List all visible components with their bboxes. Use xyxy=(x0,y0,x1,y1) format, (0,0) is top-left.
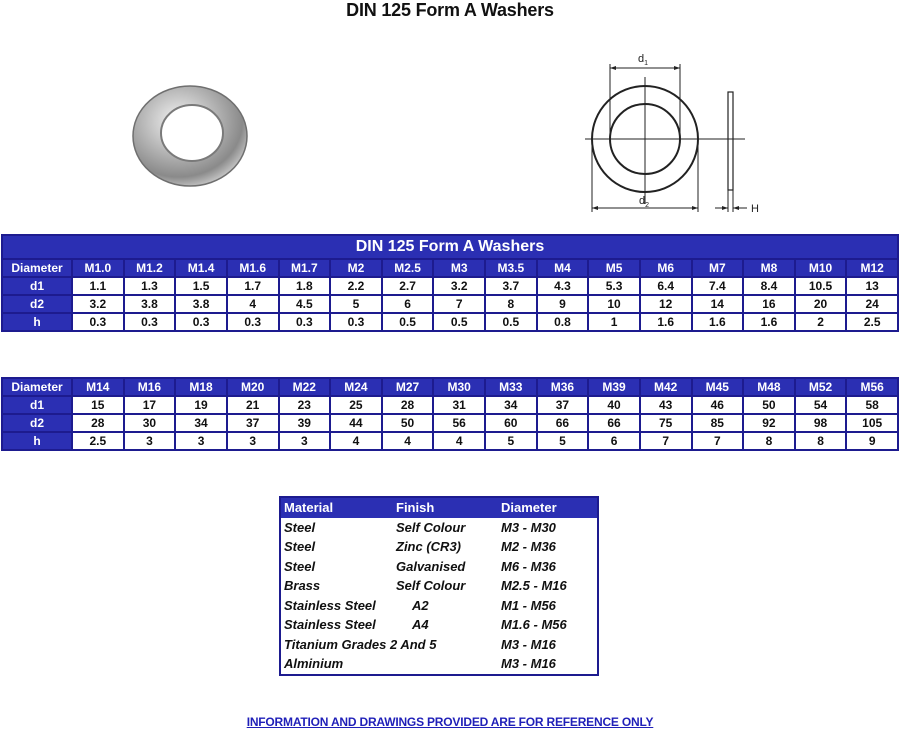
column-header: M27 xyxy=(382,378,434,396)
table-banner: DIN 125 Form A Washers xyxy=(2,235,898,259)
table-cell: 20 xyxy=(795,295,847,313)
table-cell: 0.3 xyxy=(330,313,382,331)
column-header: Diameter xyxy=(2,259,72,277)
finish-cell: A4 xyxy=(412,617,429,633)
material-header: Material xyxy=(284,500,334,516)
table-cell: 0.3 xyxy=(72,313,124,331)
table-header-row xyxy=(2,259,898,277)
column-header: M24 xyxy=(330,378,382,396)
materials-header-row xyxy=(281,498,597,518)
table-cell: 1.6 xyxy=(640,313,692,331)
table-row xyxy=(2,277,898,295)
table-cell: 28 xyxy=(382,396,434,414)
column-header: M8 xyxy=(743,259,795,277)
table-cell: 37 xyxy=(537,396,589,414)
table-cell: 92 xyxy=(743,414,795,432)
diameter-cell: M3 - M30 xyxy=(501,519,556,535)
row-header: d1 xyxy=(2,396,72,414)
table-cell: 44 xyxy=(330,414,382,432)
column-header: M52 xyxy=(795,378,847,396)
column-header: M2.5 xyxy=(382,259,434,277)
column-header: M1.6 xyxy=(227,259,279,277)
table-cell: 1.3 xyxy=(124,277,176,295)
materials-row xyxy=(281,635,597,655)
d1-subscript: 1 xyxy=(644,60,649,67)
row-header: h xyxy=(2,313,72,331)
table-row xyxy=(2,295,898,313)
d2-label: d xyxy=(639,195,646,207)
table-cell: 3 xyxy=(279,432,331,450)
table-cell: 6 xyxy=(588,432,640,450)
table-cell: 12 xyxy=(640,295,692,313)
column-header: M12 xyxy=(846,259,898,277)
table-cell: 8 xyxy=(795,432,847,450)
table-cell: 0.5 xyxy=(433,313,485,331)
table-cell: 1.6 xyxy=(743,313,795,331)
column-header: M20 xyxy=(227,378,279,396)
material-cell: Alminium xyxy=(284,656,344,672)
column-header: M33 xyxy=(485,378,537,396)
table-cell: 1.1 xyxy=(72,277,124,295)
table-cell: 37 xyxy=(227,414,279,432)
column-header: M42 xyxy=(640,378,692,396)
table-cell: 5 xyxy=(330,295,382,313)
table-cell: 30 xyxy=(124,414,176,432)
table-cell: 66 xyxy=(588,414,640,432)
table-cell: 34 xyxy=(485,396,537,414)
finish-cell: Self Colour xyxy=(396,519,466,535)
table-cell: 5 xyxy=(537,432,589,450)
table-cell: 31 xyxy=(433,396,485,414)
table-cell: 3.7 xyxy=(485,277,537,295)
table-cell: 9 xyxy=(846,432,898,450)
diameter-cell: M3 - M16 xyxy=(501,656,556,672)
materials-row xyxy=(281,654,597,674)
table-cell: 3.8 xyxy=(175,295,227,313)
table-row xyxy=(2,396,898,414)
finish-cell: A2 xyxy=(412,597,429,613)
table-cell: 4 xyxy=(433,432,485,450)
column-header: M5 xyxy=(588,259,640,277)
column-header: M16 xyxy=(124,378,176,396)
table-cell: 50 xyxy=(382,414,434,432)
column-header: M6 xyxy=(640,259,692,277)
table-cell: 1.7 xyxy=(227,277,279,295)
column-header: M1.4 xyxy=(175,259,227,277)
page-title: DIN 125 Form A Washers xyxy=(346,0,554,20)
material-cell: Brass xyxy=(284,578,321,594)
row-header: h xyxy=(2,432,72,450)
diameter-cell: M2 - M36 xyxy=(501,539,556,555)
table-cell: 4 xyxy=(227,295,279,313)
table-cell: 3.2 xyxy=(433,277,485,295)
table-row xyxy=(2,432,898,450)
table-cell: 39 xyxy=(279,414,331,432)
diameter-cell: M1 - M56 xyxy=(501,597,556,613)
size-table-large xyxy=(1,377,899,451)
materials-row xyxy=(281,596,597,616)
materials-row xyxy=(281,615,597,635)
materials-table xyxy=(279,496,599,676)
d2-subscript: 2 xyxy=(645,202,650,209)
table-cell: 6.4 xyxy=(640,277,692,295)
diameter-cell: M1.6 - M56 xyxy=(501,617,567,633)
column-header: M7 xyxy=(692,259,744,277)
table-cell: 56 xyxy=(433,414,485,432)
table-cell: 1.5 xyxy=(175,277,227,295)
svg-text:d2 xyxy=(639,195,649,209)
column-header: M56 xyxy=(846,378,898,396)
table-cell: 4 xyxy=(382,432,434,450)
table-cell: 8.4 xyxy=(743,277,795,295)
column-header: M39 xyxy=(588,378,640,396)
column-header: M45 xyxy=(692,378,744,396)
table-cell: 24 xyxy=(846,295,898,313)
table-cell: 3.2 xyxy=(72,295,124,313)
materials-row xyxy=(281,576,597,596)
material-cell: Steel xyxy=(284,519,316,535)
table-cell: 1.6 xyxy=(692,313,744,331)
table-cell: 4.3 xyxy=(537,277,589,295)
diameter-cell: M2.5 - M16 xyxy=(501,578,567,594)
table-cell: 5 xyxy=(485,432,537,450)
column-header: M2 xyxy=(330,259,382,277)
table-cell: 2 xyxy=(795,313,847,331)
table-cell: 3.8 xyxy=(124,295,176,313)
table-row xyxy=(2,313,898,331)
column-header: M14 xyxy=(72,378,124,396)
table-cell: 17 xyxy=(124,396,176,414)
size-table-small xyxy=(1,234,899,332)
table-cell: 2.5 xyxy=(72,432,124,450)
material-cell: Stainless Steel xyxy=(284,617,376,633)
diameter-cell: M3 - M16 xyxy=(501,636,556,652)
table-cell: 0.3 xyxy=(279,313,331,331)
table-cell: 40 xyxy=(588,396,640,414)
column-header: M36 xyxy=(537,378,589,396)
table-cell: 0.5 xyxy=(382,313,434,331)
table-cell: 2.5 xyxy=(846,313,898,331)
table-cell: 98 xyxy=(795,414,847,432)
row-header: d1 xyxy=(2,277,72,295)
table-cell: 58 xyxy=(846,396,898,414)
finish-cell: Self Colour xyxy=(396,578,466,594)
materials-row xyxy=(281,518,597,538)
table-cell: 15 xyxy=(72,396,124,414)
table-cell: 75 xyxy=(640,414,692,432)
table-cell: 3 xyxy=(227,432,279,450)
material-cell: Stainless Steel xyxy=(284,597,376,613)
finish-cell: Galvanised xyxy=(396,558,466,574)
table-cell: 50 xyxy=(743,396,795,414)
table-cell: 2.7 xyxy=(382,277,434,295)
row-header: d2 xyxy=(2,414,72,432)
column-header: M3.5 xyxy=(485,259,537,277)
row-header: d2 xyxy=(2,295,72,313)
table-cell: 2.2 xyxy=(330,277,382,295)
table-row xyxy=(2,414,898,432)
table-cell: 8 xyxy=(743,432,795,450)
table-cell: 7 xyxy=(640,432,692,450)
diameter-cell: M6 - M36 xyxy=(501,558,556,574)
table-cell: 54 xyxy=(795,396,847,414)
diameter-header: Diameter xyxy=(501,500,557,516)
material-cell: Steel xyxy=(284,539,316,555)
table-cell: 1.8 xyxy=(279,277,331,295)
materials-row xyxy=(281,537,597,557)
table-cell: 1 xyxy=(588,313,640,331)
table-cell: 34 xyxy=(175,414,227,432)
table-cell: 3 xyxy=(175,432,227,450)
washer-photo xyxy=(125,80,255,190)
table-cell: 28 xyxy=(72,414,124,432)
column-header: M1.0 xyxy=(72,259,124,277)
column-header: M48 xyxy=(743,378,795,396)
table-cell: 105 xyxy=(846,414,898,432)
column-header: M4 xyxy=(537,259,589,277)
table-cell: 21 xyxy=(227,396,279,414)
table-cell: 16 xyxy=(743,295,795,313)
d1-label: d xyxy=(638,53,645,65)
finish-cell: Zinc (CR3) xyxy=(396,539,461,555)
table-cell: 3 xyxy=(124,432,176,450)
table-cell: 46 xyxy=(692,396,744,414)
table-cell: 85 xyxy=(692,414,744,432)
table-cell: 0.3 xyxy=(175,313,227,331)
table-cell: 5.3 xyxy=(588,277,640,295)
finish-header: Finish xyxy=(396,500,435,516)
column-header: M3 xyxy=(433,259,485,277)
h-label: H xyxy=(751,203,759,215)
table-cell: 23 xyxy=(279,396,331,414)
column-header: M30 xyxy=(433,378,485,396)
material-cell: Titanium Grades 2 And 5 xyxy=(284,636,437,652)
table-cell: 7.4 xyxy=(692,277,744,295)
table-cell: 7 xyxy=(692,432,744,450)
table-cell: 10.5 xyxy=(795,277,847,295)
column-header: M1.2 xyxy=(124,259,176,277)
table-header-row xyxy=(2,378,898,396)
materials-row xyxy=(281,557,597,577)
table-cell: 4 xyxy=(330,432,382,450)
table-cell: 9 xyxy=(537,295,589,313)
table-cell: 7 xyxy=(433,295,485,313)
column-header: Diameter xyxy=(2,378,72,396)
table-cell: 60 xyxy=(485,414,537,432)
table-cell: 4.5 xyxy=(279,295,331,313)
disclaimer-footer: INFORMATION AND DRAWINGS PROVIDED ARE FOR REFERENCE ONLY xyxy=(246,715,654,729)
svg-text:d1 xyxy=(638,53,648,67)
table-cell: 0.3 xyxy=(124,313,176,331)
table-cell: 25 xyxy=(330,396,382,414)
washer-technical-drawing xyxy=(575,44,775,220)
table-cell: 13 xyxy=(846,277,898,295)
table-cell: 66 xyxy=(537,414,589,432)
material-cell: Steel xyxy=(284,558,316,574)
table-cell: 0.8 xyxy=(537,313,589,331)
column-header: M22 xyxy=(279,378,331,396)
table-cell: 0.3 xyxy=(227,313,279,331)
table-cell: 19 xyxy=(175,396,227,414)
table-cell: 6 xyxy=(382,295,434,313)
table-cell: 14 xyxy=(692,295,744,313)
table-cell: 10 xyxy=(588,295,640,313)
table-cell: 0.5 xyxy=(485,313,537,331)
table-cell: 43 xyxy=(640,396,692,414)
column-header: M18 xyxy=(175,378,227,396)
column-header: M1.7 xyxy=(279,259,331,277)
column-header: M10 xyxy=(795,259,847,277)
table-cell: 8 xyxy=(485,295,537,313)
